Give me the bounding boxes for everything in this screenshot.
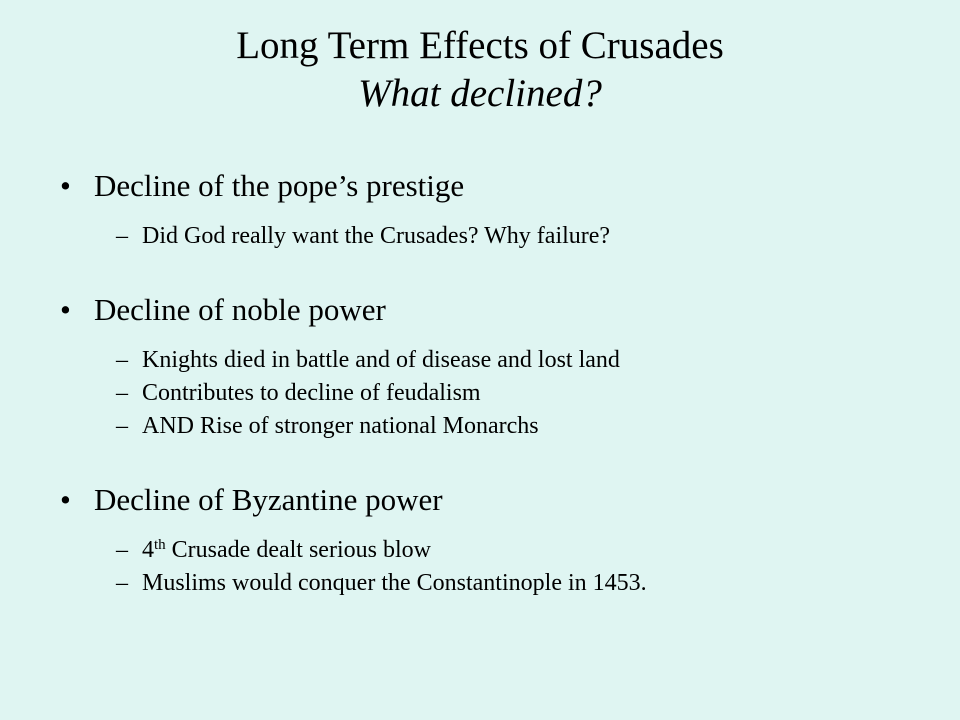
slide-subtitle: What declined?: [358, 72, 602, 115]
bullet-text: Decline of Byzantine power: [94, 482, 443, 517]
dash-icon: –: [116, 380, 128, 406]
sub-bullet-item: [60, 534, 940, 567]
title-block: [0, 22, 960, 118]
dash-icon: –: [116, 413, 128, 439]
sub-bullet-item: [60, 344, 940, 377]
sub-bullet-item: [60, 567, 940, 600]
bullet-item: [60, 166, 940, 206]
bullet-item: [60, 290, 940, 330]
bullet-dot-icon: •: [60, 482, 71, 517]
bullet-list: [60, 166, 940, 600]
sub-bullet-text: Knights died in battle and of disease and lost land: [142, 347, 620, 373]
sub-bullet-item: [60, 410, 940, 443]
sub-bullet-rest: Crusade dealt serious blow: [165, 537, 431, 563]
bullet-item: [60, 480, 940, 520]
bullet-text: Decline of the pope’s prestige: [94, 168, 465, 203]
bullet-dot-icon: •: [60, 168, 71, 203]
sub-bullet-item: [60, 377, 940, 410]
ordinal-suffix: th: [154, 537, 166, 553]
sub-bullet-text: [142, 537, 431, 563]
sub-bullet-text: Contributes to decline of feudalism: [142, 380, 481, 406]
sub-bullet-item: [60, 220, 940, 253]
dash-icon: –: [116, 347, 128, 373]
dash-icon: –: [116, 223, 128, 249]
bullet-text: Decline of noble power: [94, 292, 386, 327]
ordinal-number: 4: [142, 537, 154, 563]
bullet-dot-icon: •: [60, 292, 71, 327]
slide-title: Long Term Effects of Crusades: [236, 24, 724, 67]
sub-bullet-text: Muslims would conquer the Constantinople in 1453.: [142, 570, 647, 596]
dash-icon: –: [116, 537, 128, 563]
dash-icon: –: [116, 570, 128, 596]
sub-bullet-text: Did God really want the Crusades? Why failure?: [142, 223, 611, 249]
sub-bullet-text: AND Rise of stronger national Monarchs: [142, 413, 539, 439]
